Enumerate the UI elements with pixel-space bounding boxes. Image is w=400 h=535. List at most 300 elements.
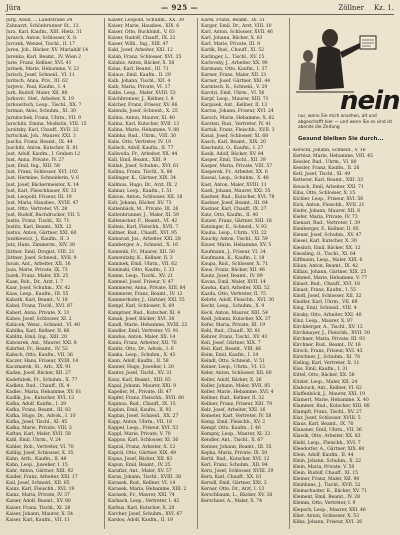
directory-entry: Kavan, Emil, Maler, XVII. 14 [201, 280, 266, 286]
directory-entry: Kammerer, Franz, Beamt., IV. 12 [108, 292, 183, 298]
directory-entry: Karpf, Leop., Maurer, XIII. 71 [201, 97, 269, 103]
directory-entry: Karasek, Rud., Kellner, VI. 14 [108, 481, 176, 487]
directory-entry: Juza, Marie, Private, IX. 73 [6, 267, 68, 273]
directory-entry: Kapal, Johann, Maurer, XXI. 9 [108, 383, 177, 389]
directory-entry: Kastner, Josef, Beamt., III. 64 [201, 200, 268, 206]
directory-entry: Kittel, Otto, Bäcker, XX. 58 [293, 373, 355, 379]
directory-entry: Kirsch, Franz, Friseur, XVI. 43 [293, 349, 363, 355]
directory-entry: Klamert, Marie, Hebamme, X. 40 [293, 397, 369, 403]
directory-entry: Kalenda, Josef, Schneid., X. 25 [108, 109, 178, 115]
directory-entry: Kastl, Johann, Maurer, XXI. 35 [201, 188, 271, 194]
directory-entry: Kerschl, Johann, Schneid., V. 16 [293, 148, 366, 153]
directory-entry: Kehl, Rud., Chauff., XI. 81 [201, 328, 261, 334]
directory-entry: Kantor, Josef, Tischl., XV. 31 [108, 371, 172, 377]
directory-entry: Kardos, Adolf, Kaufm., II. 19 [108, 517, 173, 523]
directory-entry: Kichler, Leop., Friseur, XVI. 56 [293, 196, 364, 202]
directory-entry: Kanz, Karl, Beamt., XIII. 65 [108, 377, 171, 383]
directory-entry: Ketl, Josef, Tischl., XI. 49 [293, 172, 351, 178]
directory-entry: Kinsky, Otto, Arbeiter, XXI. 40 [293, 312, 362, 318]
directory-entry: Kaiser, Rudolf, Chauff., IX. 22 [108, 36, 176, 42]
directory-entry: Keller, Johann, Maler, XVII. 85 [201, 383, 271, 389]
directory-entry: Kirchmayer, J., Fleischh., XVII. 50 [293, 330, 370, 336]
directory-entry: Juvan, Ant., Arbeiter, XII. 16 [6, 261, 71, 267]
directory-entry: Kaiser, Adolf, Beamt., XV. 80 [6, 499, 71, 505]
directory-entry: Kasch, Karl, Beamt., XIX. 20 [201, 139, 266, 145]
directory-entry: Kammerer, Anna, Private, XIII. 84 [108, 286, 186, 292]
directory-entry: Kieslich, Emil, Bäcker, XX. 12 [293, 245, 361, 251]
directory-entry: Kemp, Emil, Fleischh., XV. 2 [201, 420, 266, 426]
directory-entry: Karl, Marie, Private, III. 8 [201, 42, 260, 48]
directory-entry: Klausner, Emil, Uhrm., VII. 36 [293, 428, 362, 434]
directory-entry: Kedl, Johann, Kutscher, XX. 37 [201, 316, 271, 322]
directory-entry: Kalas, Karl, Beamt., III. 71 [108, 66, 169, 72]
directory-entry: Klemm, Otto, Vertreter, I. 9 [293, 501, 356, 507]
directory-entry: Kandler, Emil, Vertreter, VI. 91 [108, 328, 179, 334]
directory-entry: Kazda, Otto, Vertreter, II. 75 [201, 292, 266, 298]
directory-entry: Kapeller, M., Private, III. 47 [108, 389, 172, 395]
directory-entry: Kasperek, Fr., Arbeiter, XX. 6 [201, 170, 268, 176]
directory-entry: Kempf, Otto, Kaufm., I. 46 [201, 426, 261, 432]
directory-entry: Kallmus, Hugo, Dr., Arzt, IX. 2 [108, 182, 178, 188]
directory-entry: Katzinger, E., Schneid., V. 93 [201, 225, 267, 231]
directory-entry: Justitz, Karl, Beamt., XIX. 12 [6, 225, 72, 231]
directory-entry: Kallab, Josef, Schuhm., XVI. 61 [108, 164, 179, 170]
directory-entry: Juritsch, Anna, Priv., III. 62 [6, 78, 68, 84]
directory-entry: Kaupa, Rud., Schlosser, X. 71 [201, 261, 269, 267]
directory-entry: Jurnitschek, Franz, Uhrm., VII. 9 [6, 115, 81, 121]
directory-entry: Kallina, Franz, Tischl., X. 86 [108, 170, 173, 176]
directory-entry: Kempny, Leop., Maurer, XI. 23 [201, 432, 271, 438]
directory-entry: Keil, Josef, Gärtner, XIX. 7 [201, 340, 261, 346]
directory-entry: Kenner, Johann, Beamt., III. 35 [201, 444, 272, 450]
directory-entry: Kindl, Josef, Schlosser, XII. 32 [293, 294, 362, 300]
directory-entry: Kaus, Franz, Bäcker, XII. 46 [201, 267, 265, 273]
directory-entry: Klampfl, Franz, Tischl., XV. 27 [293, 410, 362, 416]
directory-entry: Kern, Karl, Chauff., XX. 61 [201, 475, 262, 481]
directory-entry: Kastner, Karl, Chauff., IX. 27 [201, 206, 267, 212]
directory-entry: Karel, Franz, Beamt., IX. 31 [201, 18, 265, 23]
directory-entry: Kirchner, Maria, Private, III. 93 [293, 336, 365, 342]
directory-entry: Keler, Anton, Schlosser, XII. 60 [201, 371, 272, 377]
directory-entry: Juzek, Franz, Maler, XX. 25 [6, 273, 69, 279]
column-2 [104, 18, 197, 529]
directory-entry: Kendler, Ant., Tischl., X. 67 [201, 438, 264, 444]
directory-entry: Klein, Rudolf, Chauff., XI. 15 [293, 470, 359, 476]
directory-entry: Zahnarzt, Schönbrunner St., 13. [6, 24, 80, 30]
directory-entry: Karlovsky, J., Arbeiter, XX. 90 [201, 60, 268, 66]
directory-entry: Kamenitzky, K., Kellner, II. 3 [108, 255, 173, 261]
directory-entry: Kapp, Anton, Uhrm., VII. 18 [108, 420, 172, 426]
directory-entry: Ketterer, Karl, Beamt., XIII. 33 [293, 178, 364, 184]
directory-entry: Kadeřabek, Fr., Schuhm., X. 77 [6, 377, 78, 383]
directory-entry: Kahl, Emil, Uhrm., V. 24 [6, 438, 61, 444]
directory-entry: Just, Otto, Vertreter, VI. 28 [6, 206, 68, 212]
directory-entry: Kabilka, Karl, Kellner, II. 66 [6, 328, 70, 334]
directory-entry: Kaprál, Otto, Gärtner, XIX. 49 [108, 450, 176, 456]
directory-entry: Kienast, Rud., Vertreter, I. 39 [293, 221, 360, 227]
directory-entry: Kast, Anton, Maler, XVIII. 11 [201, 182, 267, 188]
directory-entry: Karlinger, L., Tischl., XV. 15 [201, 54, 265, 60]
directory-entry: Kitzler, Leop., Maler, XII. 24 [293, 379, 358, 385]
directory-entry: Jutz, Hans, Zimmerm., XIV. 38 [6, 243, 75, 249]
directory-entry: Keck, Anton, Maurer, XIII. 54 [201, 310, 269, 316]
directory-entry: Kleiner, Franz, Maler, XII. 90 [293, 477, 360, 483]
directory-entry: Justus, Anton, Gärtner, XXI. 60 [6, 231, 77, 237]
directory-entry: Jurkovic, Stef., Arbeiter, X. 19 [6, 97, 74, 103]
directory-entry: Kerndl, Emil, Gärtner, XXI. 3 [201, 481, 267, 487]
directory-entry: Kapun, Emil, Beamt., IV. 25 [108, 462, 171, 468]
directory-entry: Karner, Franz, Maler, XII. 21 [201, 72, 267, 78]
directory-entry: Kappl, Marie, Private, V. 70 [108, 432, 171, 438]
directory-entry: Kammerhofer, J., Gärtner, XXI. 55 [108, 298, 185, 304]
directory-entry: Kautz, Josef, Beamt., IV. 89 [201, 273, 263, 279]
directory-entry: Kasal, Josef, Schlosser, XI. 68 [201, 133, 269, 139]
directory-entry: Kasper, Maria, Private, VIII. 57 [201, 164, 273, 170]
directory-entry: Kabicek, Wenz., Schneid., VI. 40 [6, 322, 80, 328]
directory-entry: Just, Anna, Private, IV. 27 [6, 158, 65, 164]
directory-entry: Kahler, Rob., Vertreter, VI. 70 [6, 444, 74, 450]
directory-entry: Kleinhans, J., Tischl., XVII. 32 [293, 483, 361, 489]
directory-entry: Kilian, Anton, Beamt., IX. 42 [293, 263, 359, 269]
directory-entry: Karásek, Fr., Maurer, XXI. 74 [108, 493, 175, 499]
directory-entry: Just, Emil, Ing., XIII. 58 [6, 164, 60, 170]
directory-entry: Klein, Maria, Private, V. 58 [293, 464, 355, 470]
directory-entry: Jurie, Franz, Kellner, XVI. 41 [6, 60, 72, 66]
directory-entry: Kaucky, Anton, Tischl., XI. 59 [201, 237, 268, 243]
directory-entry: Kindler, Karl, Uhrm., VII. 69 [293, 300, 358, 306]
directory-entry: Kalinka, Rud., Uhrm., VIII. 30 [108, 133, 177, 139]
directory-entry: Klein, Johann, Schuhm., X. 22 [293, 458, 362, 464]
directory-entry: Just, Karl, Fleischhauer, XV. 33 [6, 188, 77, 194]
directory-entry: Kanner, Hugo, Juwelier, I. 20 [108, 365, 174, 371]
directory-entry: Karl, Anton, Schlosser, XVII. 46 [201, 30, 273, 36]
directory-entry: Kamarad, Jos., Arbeiter, XXI. 28 [108, 237, 181, 243]
directory-entry: Kaberl, Anna, Private, X. 31 [6, 310, 70, 316]
directory-entry: Kauer, Marie, Hebamme, XV. 5 [201, 243, 272, 249]
directory-entry: Kaltenecker, F., Beamt., VI. 42 [108, 219, 178, 225]
directory-entry: Katzer, Franz, Gärtner, XIII. 16 [201, 219, 272, 225]
directory-entry: Kalb, Johann, Tischl., XII. 4 [108, 78, 171, 84]
directory-entry: Kaan, Rob., Dr., Arzt, I. 7 [6, 280, 64, 286]
directory-entry: Kapinus, Rud., Chauff., IX. 15 [108, 401, 176, 407]
directory-entry: Kaider, Franz, Arbeiter, XXI. 17 [6, 475, 78, 481]
directory-entry: Karbach, Leop., Vertreter, I. 42 [108, 499, 180, 505]
directory-entry: Kawka, Karl, Arbeiter, XXI. 52 [201, 286, 270, 292]
directory-entry: Kalt, Johann, Bäcker, XV. 73 [108, 200, 172, 206]
directory-entry: Kalina, Anton, Maurer, XI. 40 [108, 115, 175, 121]
directory-entry: Karsch, Marie, Hebamme, X. 82 [201, 115, 275, 121]
directory-entry: Kaplan, Emil, Kaufm., II. 92 [108, 408, 172, 413]
directory-entry: Kahn, Leop., Juwelier, I. 15 [6, 462, 68, 468]
directory-entry: Kleinschuster, K., Bäcker, XV. 71 [293, 489, 367, 495]
directory-entry: Kainz, Maria, Private, IV. 37 [6, 493, 70, 499]
directory-entry: Kehrer, Franz, Tischl., XV. 43 [201, 334, 268, 340]
directory-entry: Kerbl, Rud., Kutscher, XVI. 12 [201, 456, 270, 462]
directory-entry: Kanak, Josef, Bäcker, XVI. 38 [108, 316, 175, 322]
directory-entry: Kandl, Marie, Hebamme, XVIII. 23 [108, 322, 188, 328]
directory-entry: Kebrle, Adolf, Fleischh., XVI. 30 [201, 298, 274, 304]
directory-entry: Katz, Otto, Kaufm., II. 40 [201, 213, 259, 218]
directory-entry: Jurczek, Wenzel, Tischl., II. 17 [6, 42, 76, 48]
directory-entry: Juren, Joh., Bäcker, XV. Mariahilf 14 [6, 48, 88, 54]
directory-entry: Karbus, Karl, Kutscher, X. 28 [108, 505, 175, 511]
directory-entry: Kartak, Franz, Fleischh., XVII. 3 [201, 127, 275, 133]
directory-entry: Karas, Johann, Tischl., XVIII. 38 [108, 475, 181, 481]
directory-entry: Kasik, Adolf, Bäcker, XV. 84 [201, 152, 264, 158]
directory-entry: Kertész, Marie, Hebamme, VIII. 45 [293, 154, 373, 160]
directory-entry: Klement, Emil, Beamt., IV. 28 [293, 495, 361, 501]
directory-entry: Kaliwoda, Fr., Arbeiter, XX. 44 [108, 152, 178, 158]
directory-entry: Kanka, Leop., Schuhm., X. 43 [108, 353, 176, 359]
directory-entry: Kassal, Leop., Schuhm., X. 48 [201, 176, 269, 182]
directory-entry: Kaplan, Josef, Schneid., XX. 27 [108, 414, 179, 420]
directory-entry: Kaas, Leop., Kaufm., III. 55 [6, 292, 69, 298]
directory-entry: Klein, Adolf, Kaufm., II. 44 [293, 452, 354, 458]
directory-entry: Kabel, Franz, Tischl., XVI. 87 [6, 304, 73, 310]
directory-entry: Just, Rudolf, Buchdrucker, VII. 5 [6, 213, 80, 218]
directory-entry: Juschitz, Anton, Kutscher, II. 81 [6, 145, 79, 151]
directory-entry: Jurasch, Anton, Schlosser, X. 8. [6, 36, 78, 42]
directory-entry: Kaltner, Rud., Chauff., XVI. 95 [108, 231, 177, 237]
directory-entry: Kellner, Rud., Kellner, II. 32 [201, 395, 265, 401]
directory-entry: Kaiser, Karl, Kaufm., VII. 11 [6, 517, 70, 523]
directory-entry: Kelz, Josef, Arbeiter, XXI. 16 [201, 408, 266, 413]
directory-entry: Kapfer, Franz, Fleischh., XVII. 80 [108, 395, 184, 401]
directory-entry: Kiffmann, Leop., Maler, XIII. 6 [293, 257, 363, 263]
directory-entry: Just, Franz, Schlosser, XVI. 102 [6, 170, 78, 176]
directory-entry: Kappus, Karl, Schlosser, XI. 36 [108, 438, 179, 444]
directory-entry: Kerl, Franz, Schuhm., XII. 94 [201, 462, 268, 468]
directory-entry: Juszkiewicz, J., Kaufm., II. 3 [6, 237, 70, 243]
directory-entry: Jürg. Adolf, ... Landstraße 24 [6, 18, 73, 23]
directory-entry: Kakl, Josef, Arbeiter, XXI. 12 [108, 48, 173, 54]
directory-entry: Jursitzky, Karl, Chauff., XVII. 22 [6, 127, 79, 133]
directory-entry: Kirchner, Rud., Beamt., IV. 16 [293, 343, 361, 348]
directory-entry: Kalb, Maria, Private, VI. 17 [108, 85, 171, 91]
column-1 [6, 18, 99, 529]
advertisement-slogan: Gesund bleiben Sie durch... [298, 136, 384, 142]
directory-entry: Karner, Josef, Gärtner, XXI. 44 [201, 78, 271, 84]
directory-entry: Kaschnitz, O., Kaufm., I. 27 [201, 145, 264, 151]
directory-entry: Kaiser, Marie, Hausbes., XIX. 6 [108, 24, 180, 30]
directory-entry: Kaiser, Wilh., Ing., XIII. 47 [108, 42, 169, 48]
directory-entry: Kabes, Josef, Schlosser, XI. 2 [6, 316, 72, 322]
directory-entry: Kaminek, Emil, Uhrm., VII. 62 [108, 261, 177, 267]
directory-entry: Jurkowitsch, Leop., Tischl., XX. 7 [6, 103, 82, 109]
directory-entry: Kadan, Josef, Bäcker, XII. 27 [6, 371, 71, 377]
directory-entry: Klaus, Karl, Beamt., IX. 70 [293, 422, 354, 428]
directory-entry: Kafka, Franz, Beamt., III. 82 [6, 408, 71, 413]
directory-entry: Jurk, Rudolf, Maler, XII. 88 [6, 91, 68, 97]
directory-entry: Just, Maria, Hausbes., XVIII. 47 [6, 200, 79, 206]
directory-entry: Kiba, Otto, Schlosser, X. 15 [293, 190, 356, 196]
directory-entry: Kisling, Karl, Vertreter, II. 11 [293, 361, 360, 367]
page-number: — 925 — [161, 3, 199, 12]
directory-entry: Just, Hermine, Schneiderin, V. 6 [6, 176, 80, 182]
directory-entry: Karnitsch, K., Schneid., V. 29 [201, 85, 268, 91]
directory-entry: Kalteis, Karl, Fleischh., XVII. 7 [108, 225, 179, 231]
directory-entry: Klier, Anton, Schlosser, X. 53 [293, 513, 359, 519]
directory-entry: Kaufmann, K., Kaufm., I. 18 [201, 255, 265, 261]
directory-entry: Kaiser, Otto, Buchbind., V. 63 [108, 30, 175, 36]
header-left: Jüra [6, 4, 21, 12]
directory-entry: Kick, Anton, Fleischh., XVII. 21 [293, 202, 365, 208]
directory-entry: Keller, Adolf, Bäcker, X. 26 [201, 377, 262, 383]
directory-entry: Kadletz, Rud., Chauff., IX. 4 [6, 383, 70, 389]
directory-entry: Klawik, Otto, Arbeiter, XX. 83 [293, 434, 361, 440]
directory-entry: Kauba, Leop., Uhrm., VII. 22 [201, 231, 267, 237]
directory-entry: Kalbe, Leop., Maler, XVIII. 53 [108, 91, 176, 97]
directory-entry: Klika, Johann, Friseur, XVI. 26 [293, 519, 363, 525]
directory-entry: Kabsch, Otto, Kaufm., VII. 36 [6, 353, 73, 359]
directory-entry: Karolyi, Emil, Uhrm., VI. 56 [201, 91, 265, 97]
directory-entry: Kalmar, Leop., Kaufm., I. 51 [108, 188, 172, 194]
directory-entry: Kinast, Franz, Kaufm., I. 55 [293, 288, 356, 294]
directory-entry: Kleedorfer, A., Gärtner, XIX. 60 [293, 446, 365, 452]
directory-entry: Keil, Karl, Beamt., VIII. 66 [201, 347, 262, 353]
directory-entry: Kadlik, Jos., Kutscher, XVI. 13 [6, 395, 75, 401]
header-right-code: Kz. 1. [373, 4, 394, 12]
directory-entry: Kiefer, Johann, Maurer, XII. 8 [293, 208, 360, 214]
directory-entry: Kahr, Anton, Gärtner, XIII. 92 [6, 468, 74, 474]
directory-entry: Kapsa, Josef, Bäcker, XII. 83 [108, 456, 173, 462]
directory-entry: Jurman, Alois, Schuhm., XI. 30 [6, 109, 76, 115]
directory-entry: Kalab, Franz, Schlosser, XVI. 35 [108, 54, 182, 60]
directory-entry: Jüttner, Emil, Drogist, VIII. 21 [6, 249, 75, 255]
directory-entry: Kampf, Karl, Schlosser, X. 69 [108, 304, 175, 310]
directory-entry: Just, Leopold, Friseur, III. 19 [6, 194, 72, 200]
directory-entry: Klebl, Leop., Fleischh., XVI. 7 [293, 440, 361, 446]
advertisement-logo: nein [340, 86, 400, 116]
directory-entry: Jurschitz, Emma, Modistin, VIII. 15 [6, 121, 87, 127]
directory-entry: Kaltenbrunner, J., Maler, XI. 59 [108, 213, 179, 218]
directory-entry: Kabourek, Ant., Maurer, XXI. 8 [6, 340, 77, 346]
directory-entry: Kirchberger, A., Tischl., XV. 13 [293, 324, 363, 330]
directory-entry: Kaufmann, J., Friseur, VI. 34 [201, 249, 266, 255]
directory-entry: Kimmel, Marie, Hebamme, V. 77 [293, 275, 368, 281]
directory-entry: Jura, Karl, Kaufm., XIII. Hietz. 31 [6, 30, 83, 36]
directory-entry: Jurjevic, Paul, Kaufm., I. 4 [6, 85, 66, 91]
directory-entry: Kafka, Marie, Private, VIII. 3 [6, 426, 72, 432]
directory-entry: Kallinger, K., Gärtner, XIX. 34 [108, 176, 176, 182]
advertisement-tagline: nur, wenn Sie mich ansehen, alt und abgeschafft hier — und wenn Sie es sind ist abends die Zeitung [298, 114, 393, 131]
directory-entry: Keim, Emil, Kaufm., I. 24 [201, 353, 259, 359]
directory-entry: Kall, Emil, Beamt., XIII. 9 [108, 158, 167, 164]
directory-entry: Kafka, Hugo, Dr., Advok., I. 10 [6, 414, 76, 420]
directory-entry: Kalisch, Adolf, Kaufm., II. 77 [108, 145, 174, 151]
directory-entry: Kablitz, Emil, Ing., XIII. 20 [6, 334, 67, 340]
directory-entry: Kefer, Maria, Private, III. 19 [201, 322, 266, 328]
directory-entry: Kamberger, A., Schneid., X. 16 [108, 243, 179, 249]
directory-entry: Klepsch, Leop., Maurer, XXI. 46 [293, 507, 366, 513]
directory-entry: Keindl, Otto, Schneid., V. 51 [201, 359, 265, 365]
directory-entry: Kammel, Josef, Friseur, V. 47 [108, 280, 174, 286]
directory-entry: Kamptner, Rud., Kutscher, XI. 4 [108, 310, 181, 316]
directory-entry: Jurinek, Marie, Hebamme, V. 23 [6, 66, 80, 72]
directory-entry: Kalina, Marie, Hebamme, V. 88 [108, 127, 180, 133]
directory-entry: Keusch, Emil, Arbeiter, XXI. 71 [293, 184, 364, 190]
directory-entry: Kastner, Rud., Kutscher, XVI. 78 [201, 194, 275, 200]
directory-entry: Klammer, Rud., Kutscher, XIII. 88 [293, 403, 370, 409]
header-right-word: Zöllner [338, 4, 364, 12]
directory-entry: Kaiser, Franz, Tischl., XI. 26 [6, 505, 71, 511]
directory-entry: Kemeter, Karl, Vertreter, IV. 58 [201, 414, 272, 420]
directory-entry: Karmann, Otto, Kaufm., I. 37 [201, 66, 268, 72]
directory-entry: Karl, Johann, Bäcker, X. 63 [201, 36, 263, 42]
directory-entry: Kahn, Arth., Kaufm., II. 48 [6, 456, 67, 462]
directory-entry: Kepka, Maria, Private, IX. 50 [201, 450, 268, 456]
directory-entry: Kalis, Otto, Vertreter, IV. 19 [108, 139, 171, 145]
directory-entry: Kiefer, Maria, Private, IV. 73 [293, 215, 358, 221]
advertisement [289, 18, 398, 146]
directory-entry: Kahlig, Josef, Schlosser, X. 35 [6, 450, 74, 456]
directory-entry: Jurisch, Josef, Schneid., VI. 11 [6, 72, 75, 78]
directory-entry: Kaiser, Leopold, Schuhm., XX. 39 [108, 18, 184, 23]
directory-entry: Kecht, Leop., Schuhm., X. 9 [201, 304, 265, 310]
directory-entry: King, Emil, Schneid., VIII. 4 [293, 306, 357, 312]
directory-entry: Kadlec, Maria, Hebamme, XV. 61 [6, 389, 82, 395]
directory-entry: Kabrhel, Fr., Beamt., IV. 53 [6, 347, 68, 353]
directory-entry: Kail, Josef, Schneid., XII. 65 [6, 481, 70, 487]
directory-entry: Jüttner, Josef, Schneid., XVII. 9 [6, 255, 77, 261]
column-3 [197, 18, 289, 529]
directory-entry: Kandus, Anton, Maler, XX. 14 [108, 334, 176, 340]
directory-entry: Klaffenböck, J., Maurer, XXI. 19 [293, 391, 366, 397]
directory-entry: Juscha, Franz, Beamt., IX. 44 [6, 139, 73, 145]
directory-entry: Karras, Johann, Friseur, XVI. 24 [201, 109, 274, 115]
directory-entry: Just, Josef, Bäckermeister, X. 14 [6, 182, 79, 188]
directory-entry: Kanitz, Otto, Dr., Advok., I. 6 [108, 347, 174, 353]
directory-entry: Kinast, Rud., Chauff., XVI. 18 [293, 282, 360, 288]
directory-entry: Kalaus, Emil, Kaufm., II. 29 [108, 72, 171, 78]
column-4 [289, 148, 398, 529]
directory-entry: Kaminski, Otto, Kaufm., I. 33 [108, 267, 175, 273]
directory-entry: Kann, Adolf, Kaufm., II. 58 [108, 359, 169, 365]
directory-entry: Kamenik, Fr., Maurer, XII. 50 [108, 249, 175, 255]
directory-entry: Kaftan, Karl, Maler, XVII. 58 [6, 432, 71, 438]
directory-entry: Karsten, Rud., Vertreter, IV. 41 [201, 121, 272, 127]
page-header [6, 2, 394, 15]
directory-entry: Kaltenbäck, M., Private, III. 26 [108, 206, 179, 212]
directory-entry: Keller, Marie, Hebamme, XVI. 4 [201, 389, 274, 395]
directory-entry: Kappel, Leop., Friseur, XVI. 53 [108, 426, 179, 432]
directory-entry: Kellner, Franz, Friseur, XIII. 79 [201, 401, 273, 407]
directory-entry: Kalabis, Anton, Bäcker, X. 58 [108, 60, 175, 66]
directory-entry: Klar, Josef, Schlosser, XVIII. 5 [293, 416, 361, 422]
directory-entry: Kaczmarek, St., Arb., XX. 91 [6, 365, 71, 371]
directory-entry: Kaiser, Johann, Maurer, X. 54 [6, 511, 73, 517]
directory-entry: Jurtschak, Joh., Maurer, XXI. 3 [6, 133, 76, 139]
directory-entry: Kessler, Rud., Uhrm., VI. 80 [293, 160, 357, 166]
directory-entry: Killian, Johann, Gärtner, XIX. 25 [293, 269, 367, 275]
directory-entry: Kalcher, Franz, Friseur, XV. 66 [108, 103, 178, 109]
directory-entry: Kessler, Franz, Kaufm., II. 26 [293, 166, 360, 172]
directory-entry: Kaar, Josef, Schuhm., XV. 42 [6, 286, 71, 292]
directory-entry: Keiner, Leop., Uhrm., VI. 13 [201, 365, 265, 371]
directory-entry: Kamm, Leop., Tischl., XV. 21 [108, 273, 174, 279]
directory-entry: Kainz, Karl, Fleischh., XVI. 19 [6, 487, 75, 493]
directory-entry: Kiesel, Karl, Kutscher, X. 30 [293, 239, 357, 245]
directory-entry: Karpisek, Ant., Kellner, II. 13 [201, 103, 268, 109]
directory-entry: Kirschner, J., Schuhm., XI. 78 [293, 355, 360, 361]
directory-entry: Kerschner, A., Maler, X. 74 [201, 499, 263, 505]
directory-entry: Kalchbrenner, J., Kellner, I. 8 [108, 97, 174, 103]
directory-entry: Kaczer, Hans, Friseur, XVIII. 14 [6, 359, 79, 365]
directory-entry: Kalous, Anton, Schlosser, XII. 18 [108, 194, 183, 200]
directory-entry: Kasper, Emil, Tischl., XII. 39 [201, 158, 266, 164]
directory-entry: Kinz, Leop., Maurer, X. 87 [293, 318, 353, 324]
directory-entry: Klabouch, Ant., Kellner, VI. 62 [293, 385, 362, 391]
